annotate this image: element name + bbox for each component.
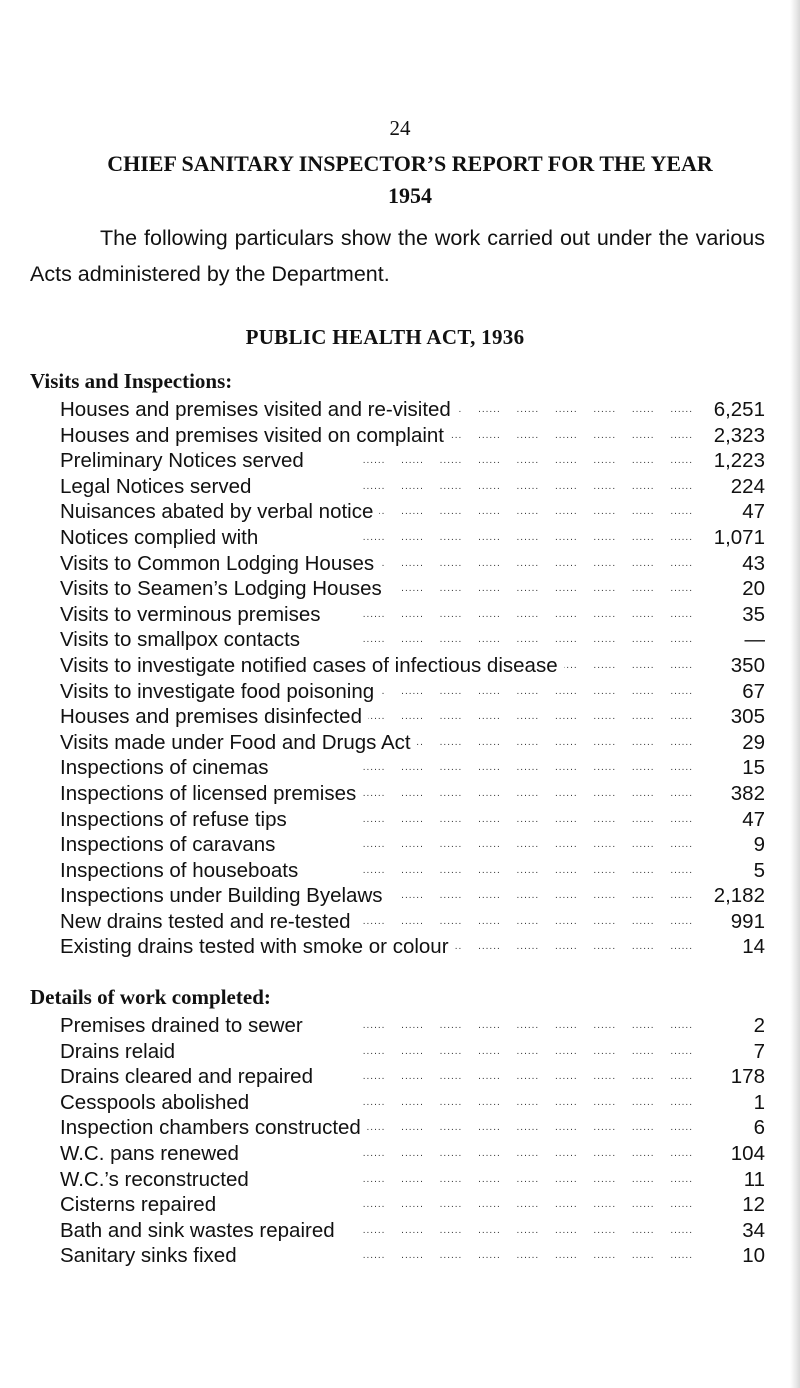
list-item [60,551,765,577]
item-label: Premises drained to sewer [60,1013,309,1039]
list-item [60,1039,765,1065]
item-value: 20 [695,576,765,602]
item-value: 2 [695,1013,765,1039]
list-item [60,448,765,474]
list-item [60,1064,765,1090]
item-value: 47 [695,807,765,833]
list-item [60,576,765,602]
item-label: Drains relaid [60,1039,181,1065]
intro-paragraph [30,220,765,292]
item-value: 9 [695,832,765,858]
item-value: 224 [695,474,765,500]
visits-list [60,397,765,960]
item-label: Houses and premises visited and re-visited [60,397,457,423]
list-item [60,883,765,909]
list-item [60,525,765,551]
work-heading: Details of work completed: [30,985,271,1009]
list-item [60,474,765,500]
item-label: Visits made under Food and Drugs Act [60,730,417,756]
item-label: Nuisances abated by verbal notice [60,499,379,525]
item-label: Inspections of licensed premises [60,781,362,807]
item-value: 350 [695,653,765,679]
item-label: Inspections of caravans [60,832,281,858]
list-item [60,1218,765,1244]
list-item [60,653,765,679]
item-label: Notices complied with [60,525,264,551]
item-label: Preliminary Notices served [60,448,310,474]
item-label: Cesspools abolished [60,1090,255,1116]
item-label: W.C. pans renewed [60,1141,245,1167]
item-label: W.C.’s reconstructed [60,1167,255,1193]
list-item [60,1243,765,1269]
list-item [60,1141,765,1167]
item-label: Cisterns repaired [60,1192,222,1218]
report-title-line1: CHIEF SANITARY INSPECTOR’S REPORT FOR THE YEAR [107,151,713,176]
item-value: 6 [695,1115,765,1141]
list-item [60,858,765,884]
list-item [60,397,765,423]
visits-heading: Visits and Inspections: [30,369,233,393]
item-label: Inspections of refuse tips [60,807,293,833]
list-item [60,704,765,730]
item-label: New drains tested and re-tested [60,909,357,935]
list-item [60,730,765,756]
item-label: Inspections of houseboats [60,858,304,884]
list-item [60,755,765,781]
item-value: 34 [695,1218,765,1244]
list-item [60,423,765,449]
item-label: Existing drains tested with smoke or colour [60,934,455,960]
item-value: 382 [695,781,765,807]
item-value: 35 [695,602,765,628]
intro-text: The following particulars show the work carried out under the various Acts administered by the Department. [30,226,765,286]
item-label: Inspection chambers constructed [60,1115,367,1141]
list-item [60,1090,765,1116]
item-value: 6,251 [695,397,765,423]
list-item [60,1192,765,1218]
item-label: Bath and sink wastes repaired [60,1218,341,1244]
item-value: 991 [695,909,765,935]
item-value: 47 [695,499,765,525]
list-item [60,627,765,653]
item-label: Visits to Common Lodging Houses [60,551,380,577]
list-item [60,934,765,960]
item-label: Visits to Seamen’s Lodging Houses [60,576,388,602]
report-title-year: 1954 [388,183,432,208]
item-label: Visits to smallpox contacts [60,627,306,653]
item-label: Inspections under Building Byelaws [60,883,389,909]
item-value: 14 [695,934,765,960]
item-value: 43 [695,551,765,577]
item-value: 2,182 [695,883,765,909]
item-value: — [695,627,765,653]
list-item [60,832,765,858]
report-title [30,148,790,212]
item-value: 104 [695,1141,765,1167]
list-item [60,1167,765,1193]
item-label: Inspections of cinemas [60,755,275,781]
item-value: 67 [695,679,765,705]
item-value: 10 [695,1243,765,1269]
item-label: Drains cleared and repaired [60,1064,319,1090]
list-item [60,807,765,833]
item-value: 7 [695,1039,765,1065]
item-value: 1 [695,1090,765,1116]
item-value: 15 [695,755,765,781]
item-value: 1,071 [695,525,765,551]
item-value: 29 [695,730,765,756]
list-item [60,499,765,525]
page-edge-shadow [790,0,800,1388]
act-heading: PUBLIC HEALTH ACT, 1936 [245,325,525,349]
item-value: 2,323 [695,423,765,449]
item-value: 305 [695,704,765,730]
item-label: Legal Notices served [60,474,257,500]
list-item [60,1013,765,1039]
list-item [60,602,765,628]
item-label: Houses and premises visited on complaint [60,423,450,449]
item-value: 178 [695,1064,765,1090]
item-label: Houses and premises disinfected [60,704,368,730]
item-label: Visits to verminous premises [60,602,327,628]
list-item [60,781,765,807]
item-label: Sanitary sinks fixed [60,1243,243,1269]
item-value: 5 [695,858,765,884]
item-label: Visits to investigate food poisoning [60,679,380,705]
item-value: 11 [695,1167,765,1193]
page-number: 24 [389,116,411,140]
item-value: 12 [695,1192,765,1218]
list-item [60,1115,765,1141]
list-item [60,909,765,935]
list-item [60,679,765,705]
item-label: Visits to investigate notified cases of infectious disease [60,653,564,679]
work-list [60,1013,765,1269]
item-value: 1,223 [695,448,765,474]
